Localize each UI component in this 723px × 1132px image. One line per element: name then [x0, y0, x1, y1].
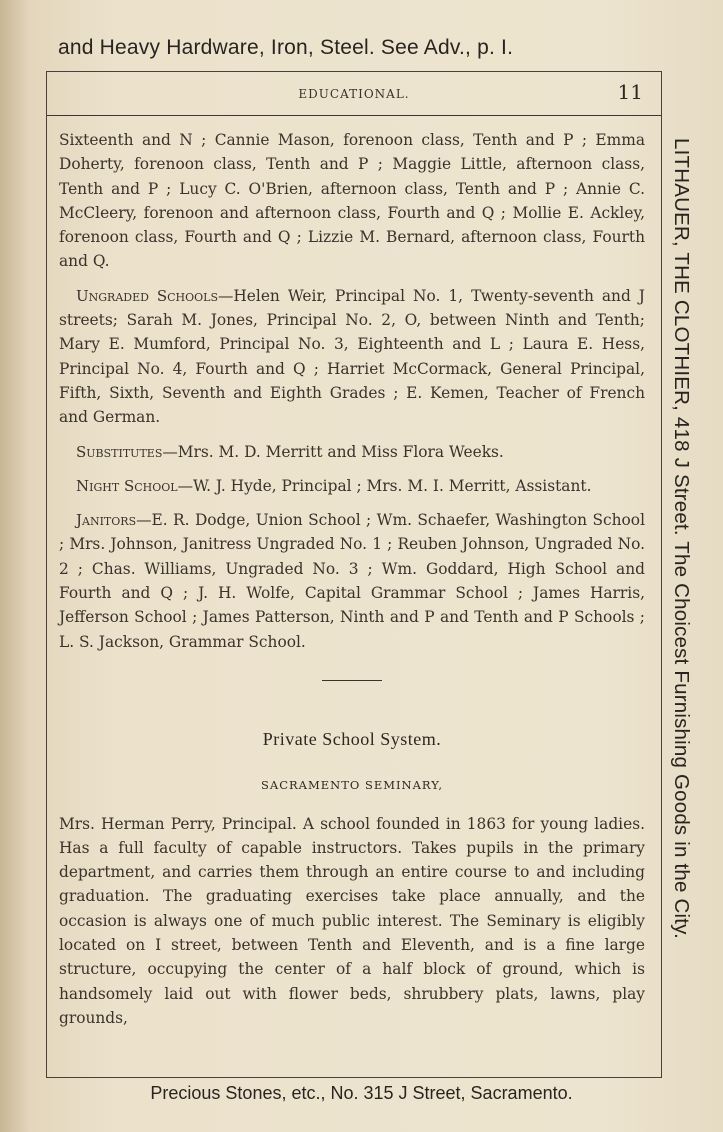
- body-text: [59, 128, 645, 1040]
- paragraph-lead: Janitors: [76, 511, 137, 530]
- paragraph-text: —E. R. Dodge, Union School ; Wm. Schaefer, Washington School ; Mrs. Johnson, Janitress Ungraded No. 1 ; Reuben Johnson, Ungraded No. 2 ; Chas. Williams, Ungraded No. 3 ; Wm. Goddard, High School and Fourth and Q ; J. H. Wolfe, Capital Grammar School ; James Harris, Jefferson School ; James Patterson, Ninth and P and Tenth and P Schools ; L. S. Jackson, Grammar School.: [59, 511, 645, 651]
- paragraph-seminary: [59, 812, 645, 1031]
- running-head: [47, 72, 661, 116]
- bottom-advertisement: Precious Stones, etc., No. 315 J Street, Sacramento.: [150, 1083, 573, 1103]
- paragraph-ungraded-schools: [59, 284, 645, 430]
- paragraph-lead: Ungraded Schools: [76, 286, 218, 305]
- paragraph-night-school: [59, 474, 645, 498]
- top-advertisement: and Heavy Hardware, Iron, Steel. See Adv., p. I.: [58, 36, 514, 59]
- section-subtitle: SACRAMENTO SEMINARY,: [261, 778, 443, 793]
- section-divider: [322, 680, 382, 681]
- running-title: EDUCATIONAL.: [298, 87, 410, 101]
- side-advertisement-text: LITHAUER, THE CLOTHIER, 418 J Street. The Choicest Furnishing Goods in the City.: [670, 138, 693, 939]
- section-title: Private School System.: [262, 728, 442, 749]
- page-frame: [46, 71, 662, 1078]
- paragraph-lead: Substitutes: [76, 442, 163, 461]
- paragraph-text: Mrs. Herman Perry, Principal. A school founded in 1863 for young ladies. Has a full faculty of capable instructors. Takes pupils in the primary department, and carries them through an entire course to and including graduation. The graduating exercises take place annually, and the occasion is always one of much public interest. The Seminary is eligibly located on I street, between Tenth and Eleventh, and is a fine large structure, occupying the center of a half block of ground, which is handsomely laid out with flower beds, shrubbery plats, lawns, play grounds,: [59, 814, 645, 1027]
- paragraph-substitutes: [59, 440, 645, 464]
- paragraph-text: —W. J. Hyde, Principal ; Mrs. M. I. Merritt, Assistant.: [177, 476, 592, 495]
- paragraph-text: —Mrs. M. D. Merritt and Miss Flora Weeks.: [162, 442, 504, 461]
- paragraph-text: Sixteenth and N ; Cannie Mason, forenoon class, Tenth and P ; Emma Doherty, forenoon class, Tenth and P ; Maggie Little, afternoon class, Tenth and P ; Lucy C. O'Brien, afternoon class, Tenth and P ; Annie C. McCleery, forenoon and afternoon class, Fourth and Q ; Mollie E. Ackley, forenoon class, Fourth and Q ; Lizzie M. Bernard, afternoon class, Fourth and Q.: [59, 131, 645, 271]
- page-number: 11: [617, 80, 643, 104]
- paragraph-text: —Helen Weir, Principal No. 1, Twenty-seventh and J streets; Sarah M. Jones, Principal No. 2, O, between Ninth and Tenth; Mary E. Mumford, Principal No. 3, Eighteenth and L ; Laura E. Hess, Principal No. 4, Fourth and Q ; Harriet McCormack, General Principal, Fifth, Sixth, Seventh and Eighth Grades ; E. Kemen, Teacher of French and German.: [59, 286, 645, 427]
- paragraph-lead: Night School: [76, 476, 178, 495]
- paragraph-janitors: [59, 508, 645, 654]
- paragraph-teachers-continued: [59, 128, 645, 274]
